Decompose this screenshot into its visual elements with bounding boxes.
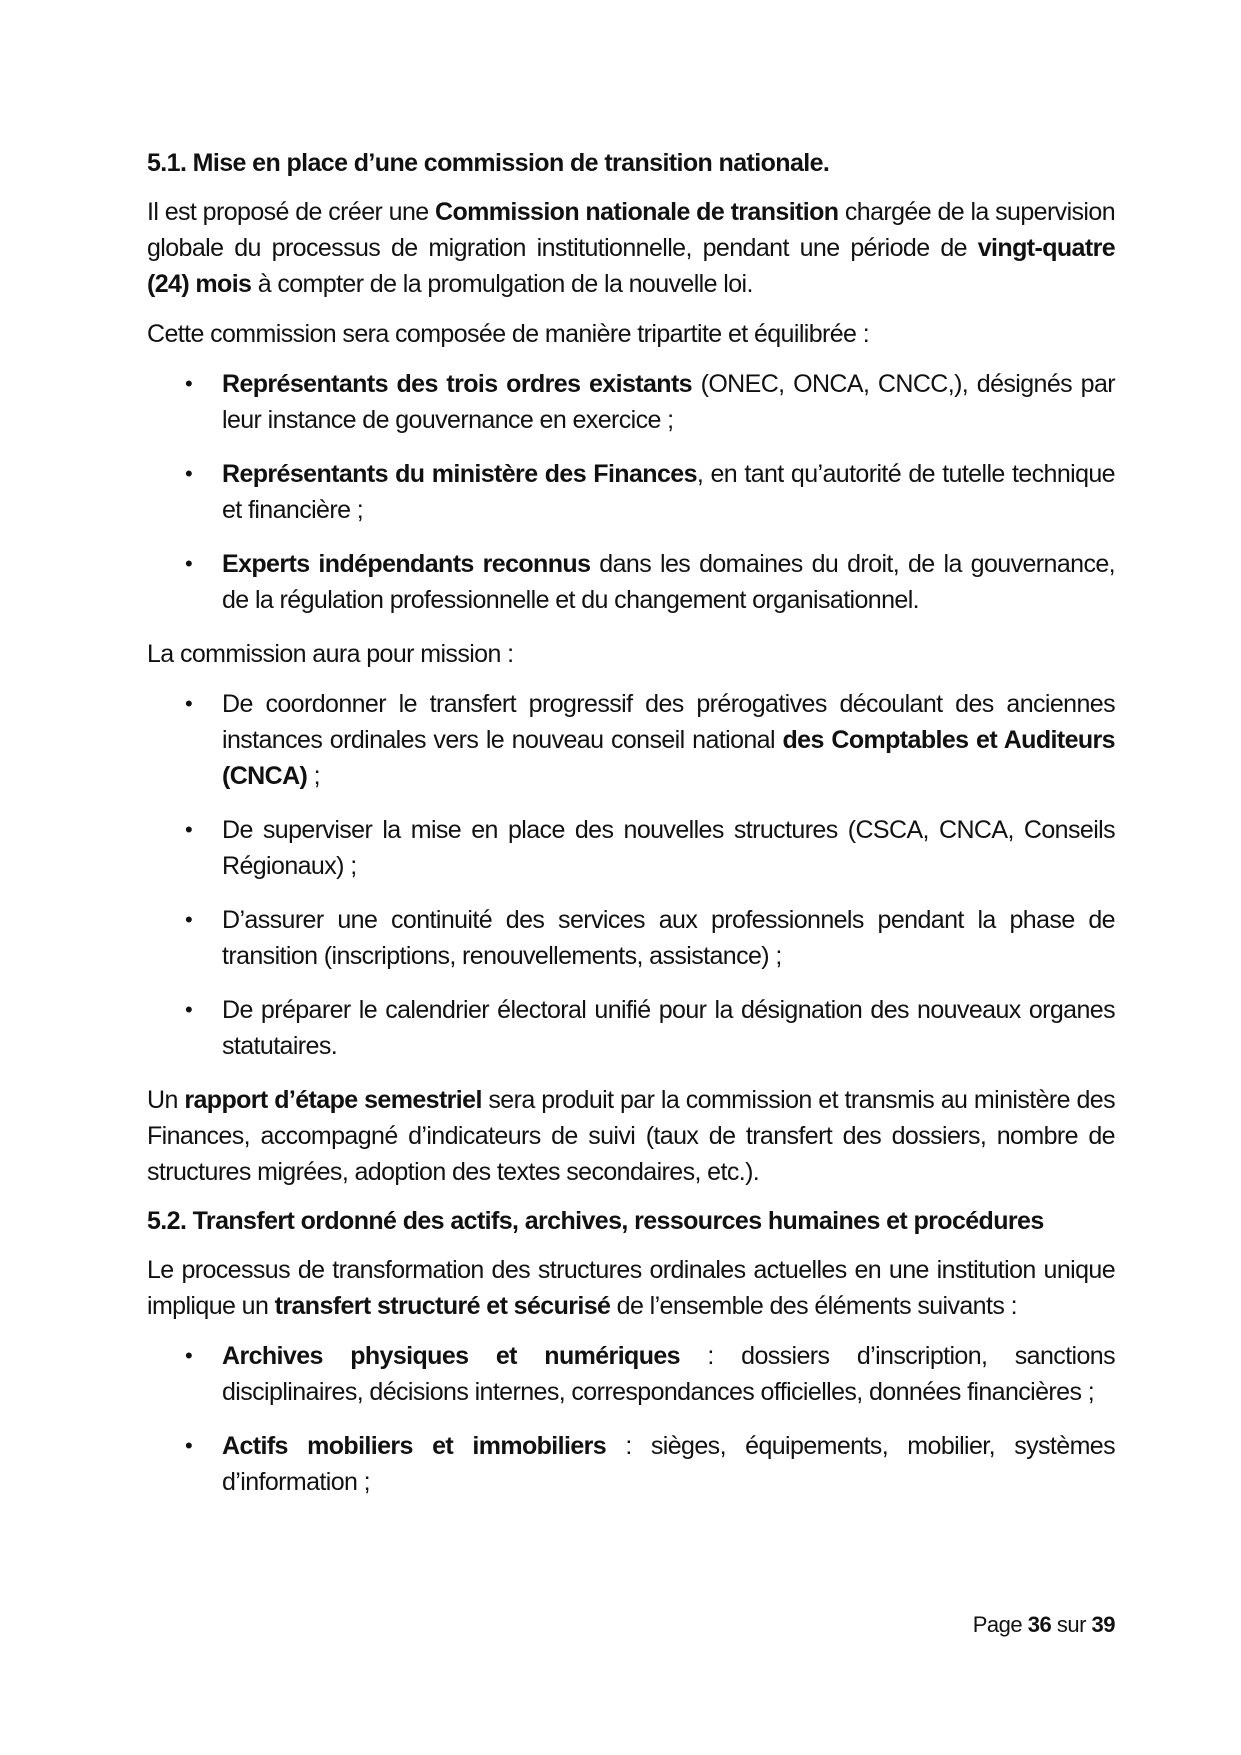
text-run: (ONEC, ONCA, CNCC,), désignés par leur instance de gouvernance en exercice ;: [222, 370, 1115, 434]
list-item: [147, 456, 1115, 528]
bullet-icon: •: [185, 997, 193, 1022]
paragraph: La commission aura pour mission :: [147, 640, 514, 668]
bullet-icon: •: [185, 817, 193, 842]
page-total: 39: [1091, 1612, 1115, 1637]
paragraph: [147, 194, 1115, 302]
bullet-icon: •: [185, 1343, 193, 1368]
bold-text: transfert structuré et sécurisé: [274, 1292, 611, 1320]
text-run: : sièges, équipements, mobilier, systèmes d’information ;: [222, 1432, 1115, 1496]
text-run: de l’ensemble des éléments suivants :: [610, 1292, 1017, 1320]
bullet-icon: •: [185, 1433, 193, 1458]
page-number: 36: [1027, 1612, 1052, 1637]
bold-text: Archives physiques et numériques: [222, 1342, 680, 1370]
list-item: [147, 1338, 1115, 1410]
page-content: [147, 146, 1115, 1518]
bold-text: des Comptables et Auditeurs (CNCA): [222, 726, 1115, 790]
text-run: chargée de la supervision globale du processus de migration institutionnelle, pendant une période de: [147, 198, 1115, 262]
list-item: [147, 992, 1115, 1064]
text-run: De coordonner le transfert progressif des prérogatives découlant des anciennes instances ordinales vers le nouveau conseil national: [222, 690, 1115, 754]
bullet-icon: •: [185, 371, 193, 396]
page-footer: [0, 1612, 1115, 1638]
bold-text: Représentants du ministère des Finances: [222, 460, 697, 488]
list-item: [147, 812, 1115, 884]
list-item: [147, 1428, 1115, 1500]
text-run: ;: [307, 762, 320, 790]
bold-text: Représentants des trois ordres existants: [222, 370, 692, 398]
footer-label: sur: [1051, 1612, 1092, 1637]
bold-text: Commission nationale de transition: [434, 198, 839, 226]
bold-text: vingt-quatre (24) mois: [147, 234, 1115, 298]
text-run: Le processus de transformation des structures ordinales actuelles en une institution unique implique un: [147, 1256, 1115, 1320]
text-run: , en tant qu’autorité de tutelle technique et financière ;: [222, 460, 1115, 524]
list-item: [147, 546, 1115, 618]
paragraph: Cette commission sera composée de manière tripartite et équilibrée :: [147, 320, 870, 348]
paragraph: [147, 1252, 1115, 1324]
text-run: De superviser la mise en place des nouvelles structures (CSCA, CNCA, Conseils Régionaux) ;: [222, 816, 1115, 880]
text-run: sera produit par la commission et transmis au ministère des Finances, accompagné d’indicateurs de suivi (taux de transfert des dossiers, nombre de structures migrées, adoption des textes secondaires, etc.).: [147, 1086, 1116, 1186]
bullet-icon: •: [185, 461, 193, 486]
bullet-icon: •: [185, 691, 193, 716]
section-heading-5-1: 5.1. Mise en place d’une commission de transition nationale.: [147, 149, 830, 177]
list-item: [147, 686, 1115, 794]
list-item: [147, 366, 1115, 438]
text-run: Un: [147, 1086, 185, 1114]
text-run: dans les domaines du droit, de la gouvernance, de la régulation professionnelle et du changement organisationnel.: [222, 550, 1115, 614]
list-item: [147, 902, 1115, 974]
text-run: De préparer le calendrier électoral unifié pour la désignation des nouveaux organes statutaires.: [222, 996, 1115, 1060]
bullet-icon: •: [185, 907, 193, 932]
composition-list: [147, 366, 1115, 618]
text-run: D’assurer une continuité des services aux professionnels pendant la phase de transition (inscriptions, renouvellements, assistance) ;: [222, 906, 1115, 970]
section-heading-5-2: 5.2. Transfert ordonné des actifs, archives, ressources humaines et procédures: [147, 1207, 1044, 1235]
text-run: à compter de la promulgation de la nouvelle loi.: [251, 270, 753, 298]
text-run: : dossiers d’inscription, sanctions disciplinaires, décisions internes, correspondances officielles, données financières ;: [222, 1342, 1116, 1406]
footer-label: Page: [972, 1612, 1028, 1637]
bold-text: Actifs mobiliers et immobiliers: [222, 1432, 607, 1460]
missions-list: [147, 686, 1115, 1064]
bold-text: rapport d’étape semestriel: [184, 1086, 482, 1114]
text-run: Il est proposé de créer une: [147, 198, 435, 226]
paragraph: [147, 1082, 1115, 1190]
transfer-items-list: [147, 1338, 1115, 1500]
bullet-icon: •: [185, 551, 193, 576]
bold-text: Experts indépendants reconnus: [222, 550, 591, 578]
